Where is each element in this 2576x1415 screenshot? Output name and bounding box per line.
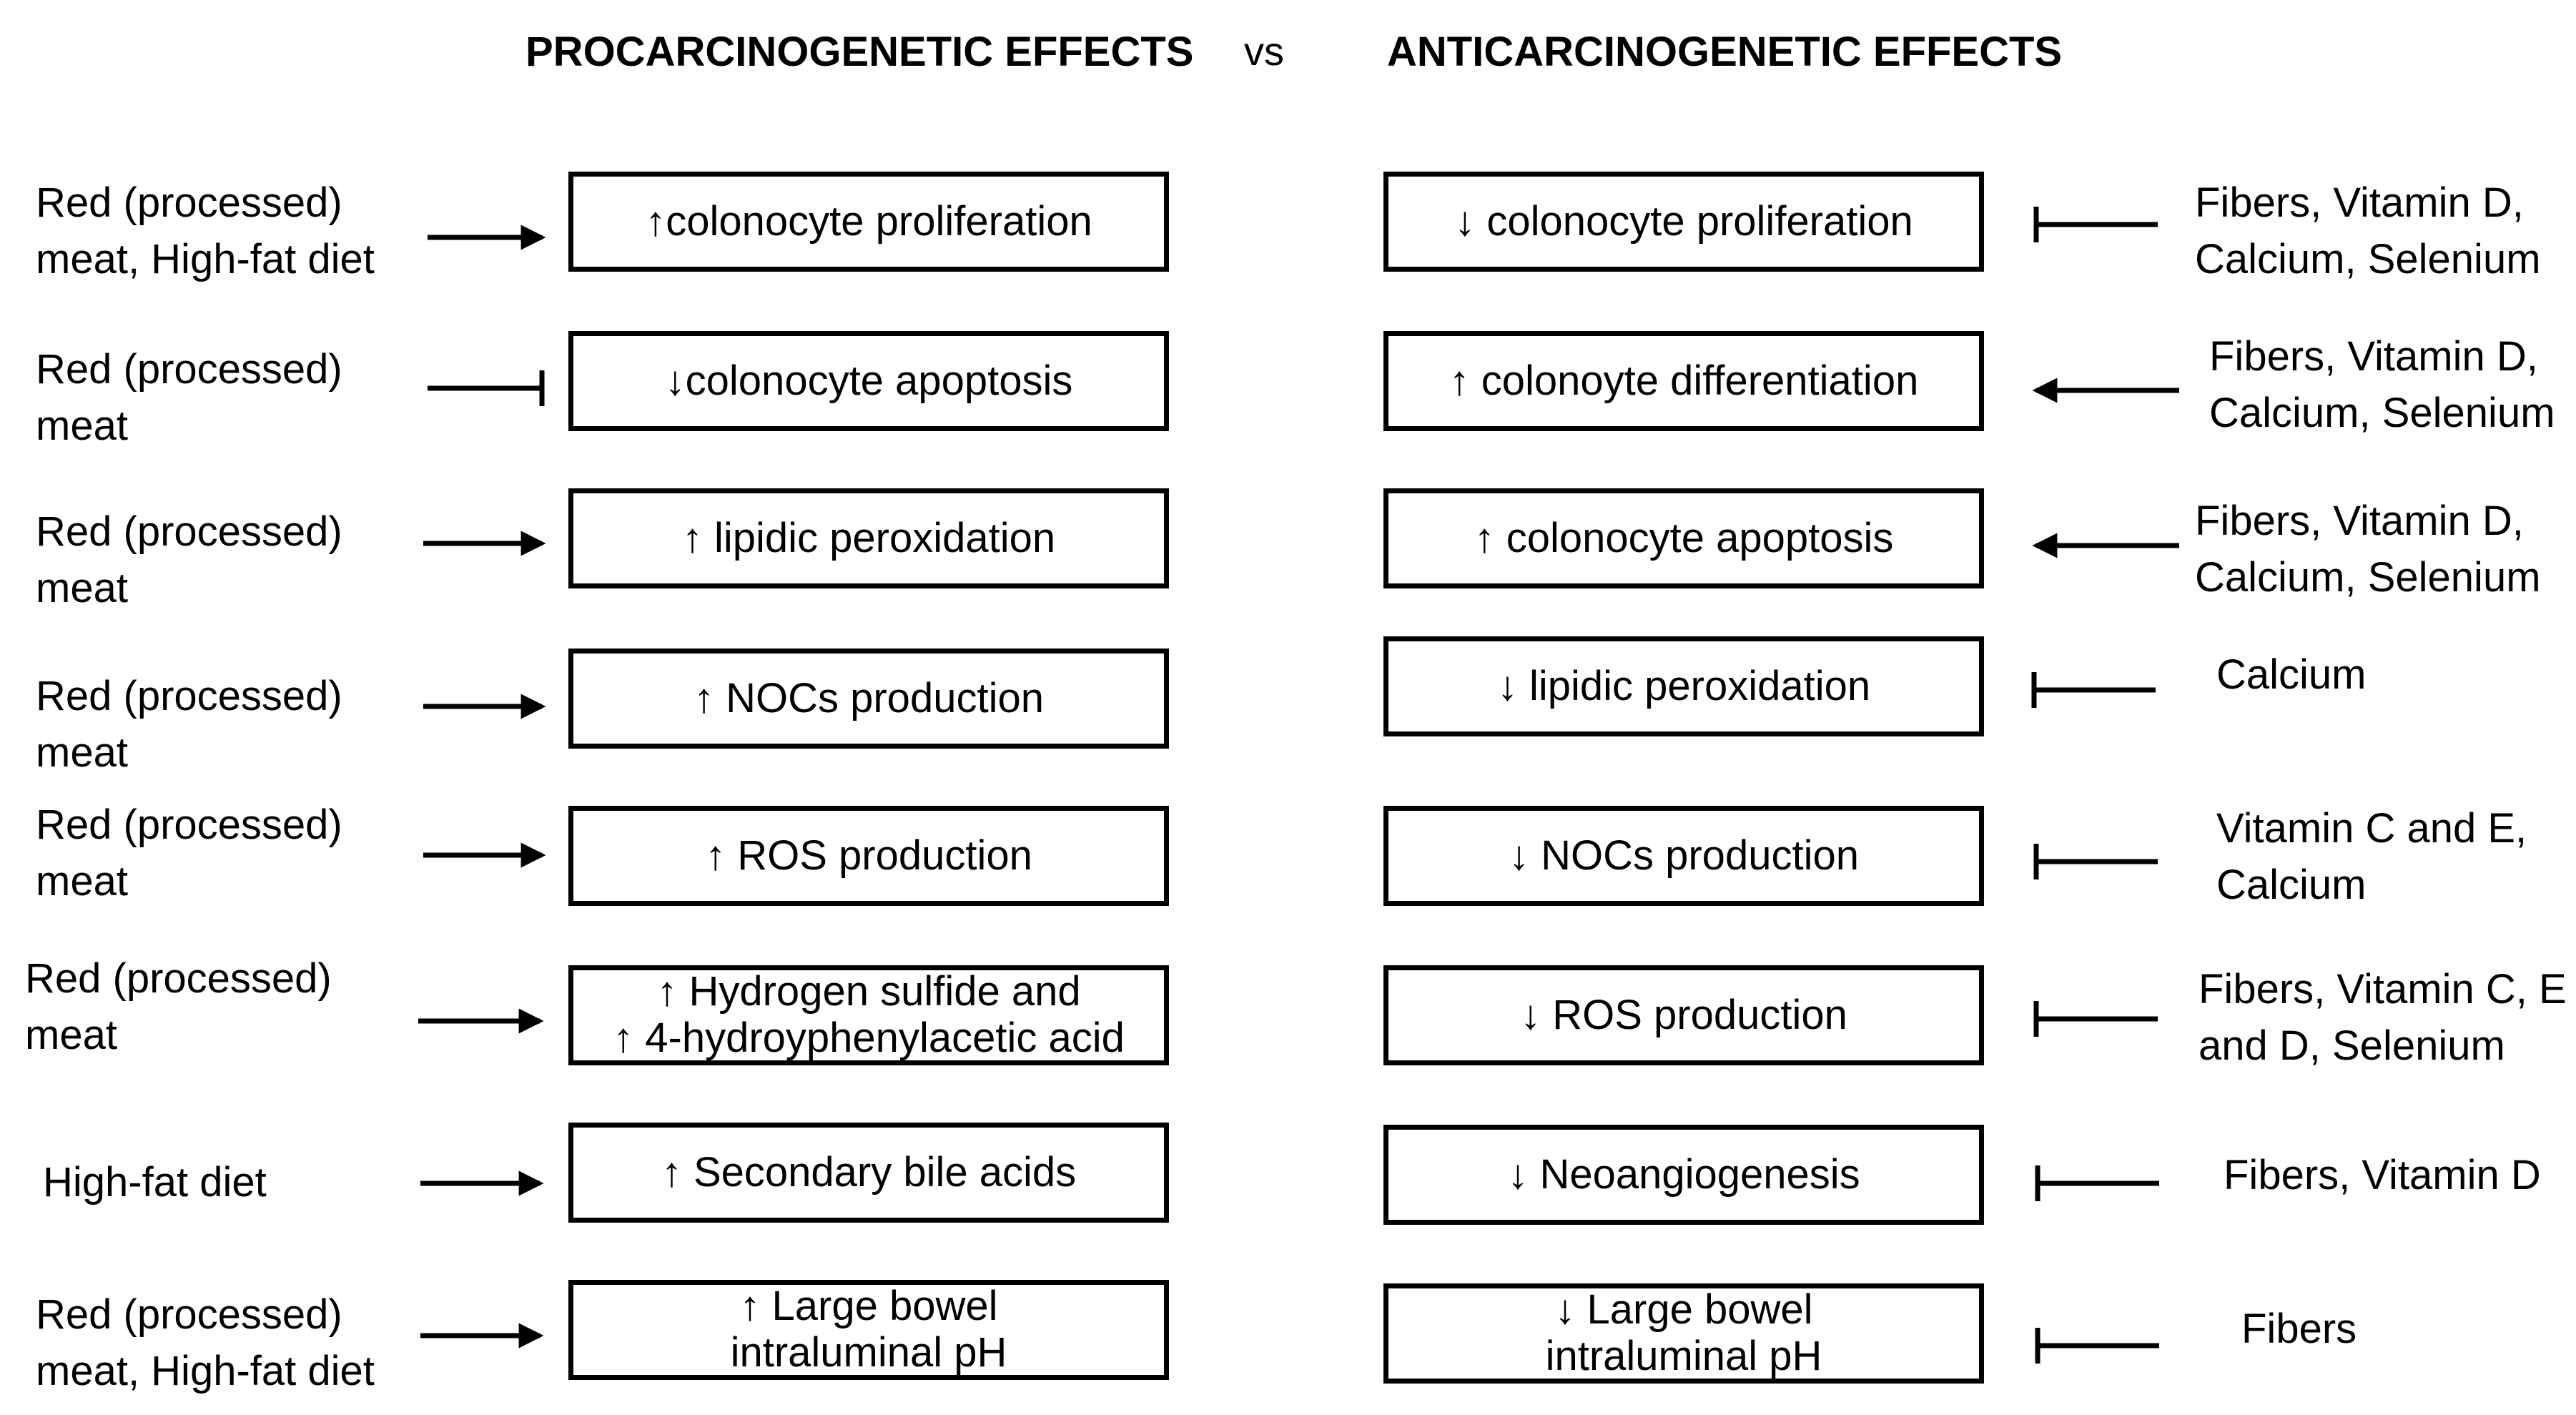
pro-cause-3: Red (processed) meat xyxy=(36,508,342,611)
anti-cause-1: Fibers, Vitamin D, Calcium, Selenium xyxy=(2195,179,2541,282)
anti-inhibition-connector-6 xyxy=(2036,1001,2158,1037)
pro-cause-2: Red (processed) meat xyxy=(36,346,342,449)
anti-effect-box-8 xyxy=(1383,1283,1984,1384)
anticarcinogenetic-heading: ANTICARCINOGENETIC EFFECTS xyxy=(1387,29,2063,75)
anti-cause-7: Fibers, Vitamin D xyxy=(2224,1152,2541,1198)
pro-cause-5: Red (processed) meat xyxy=(36,802,342,904)
anti-effect-label-2: ↑ colonoyte differentiation xyxy=(1449,357,1919,404)
anti-cause-8: Fibers xyxy=(2241,1306,2357,1352)
anti-cause-3: Fibers, Vitamin D, Calcium, Selenium xyxy=(2195,498,2541,601)
anti-effect-label-7: ↓ Neoangiogenesis xyxy=(1507,1150,1860,1198)
pro-cause-8: Red (processed) meat, High-fat diet xyxy=(36,1291,375,1394)
anti-effect-label-3: ↑ colonocyte apoptosis xyxy=(1474,514,1894,561)
pro-effect-box-8 xyxy=(568,1280,1169,1380)
anti-cause-4: Calcium xyxy=(2216,651,2367,698)
anti-inhibition-connector-7 xyxy=(2038,1165,2159,1201)
pro-effect-label-1: ↑colonocyte proliferation xyxy=(645,197,1092,245)
anti-effect-box-5 xyxy=(1383,806,1984,906)
pro-effect-label-4: ↑ NOCs production xyxy=(694,674,1044,721)
anti-effect-label-4: ↓ lipidic peroxidation xyxy=(1496,662,1871,709)
anti-cause-6: Fibers, Vitamin C, E and D, Selenium xyxy=(2199,966,2567,1069)
vs-label: vs xyxy=(1244,29,1284,74)
anti-effect-box-4 xyxy=(1383,636,1984,736)
anti-effect-label-8: ↓ Large bowel intraluminal pH xyxy=(1545,1286,1822,1379)
pro-cause-6: Red (processed) meat xyxy=(25,955,332,1058)
anti-effect-label-6: ↓ ROS production xyxy=(1520,991,1847,1038)
pro-effect-box-3 xyxy=(568,488,1169,588)
pro-inhibition-connector-2 xyxy=(428,370,542,406)
pro-effect-label-5: ↑ ROS production xyxy=(705,832,1032,879)
pro-effect-label-6: ↑ Hydrogen sulfide and ↑ 4-hydroyphenylacetic acid xyxy=(613,968,1125,1061)
pro-effect-box-6 xyxy=(568,965,1169,1065)
pro-effect-box-7 xyxy=(568,1123,1169,1223)
pro-effect-box-1 xyxy=(568,172,1169,272)
pro-effect-label-7: ↑ Secondary bile acids xyxy=(661,1148,1077,1195)
pro-effect-label-3: ↑ lipidic peroxidation xyxy=(681,514,1056,561)
anti-effect-box-2 xyxy=(1383,331,1984,431)
anti-inhibition-connector-8 xyxy=(2038,1328,2159,1364)
anti-effect-label-5: ↓ NOCs production xyxy=(1509,832,1859,879)
pro-effect-box-5 xyxy=(568,806,1169,906)
pro-effect-box-2 xyxy=(568,331,1169,431)
anti-effect-box-7 xyxy=(1383,1125,1984,1225)
anti-cause-5: Vitamin C and E, Calcium xyxy=(2216,805,2527,908)
anti-inhibition-connector-4 xyxy=(2034,672,2156,708)
procarcinogenetic-heading: PROCARCINOGENETIC EFFECTS xyxy=(525,29,1194,75)
pro-cause-7: High-fat diet xyxy=(43,1159,267,1206)
pro-cause-1: Red (processed) meat, High-fat diet xyxy=(36,179,375,282)
anti-effect-box-6 xyxy=(1383,965,1984,1065)
pro-effect-label-2: ↓colonocyte apoptosis xyxy=(664,357,1073,404)
anti-effect-label-1: ↓ colonocyte proliferation xyxy=(1454,197,1913,245)
pro-cause-4: Red (processed) meat xyxy=(36,673,342,776)
anti-effect-box-3 xyxy=(1383,488,1984,588)
anti-inhibition-connector-1 xyxy=(2036,207,2158,242)
anti-effect-box-1 xyxy=(1383,172,1984,272)
pro-effect-label-8: ↑ Large bowel intraluminal pH xyxy=(730,1283,1007,1376)
pro-effect-box-4 xyxy=(568,649,1169,749)
anti-cause-2: Fibers, Vitamin D, Calcium, Selenium xyxy=(2209,333,2555,436)
anti-inhibition-connector-5 xyxy=(2036,844,2158,879)
